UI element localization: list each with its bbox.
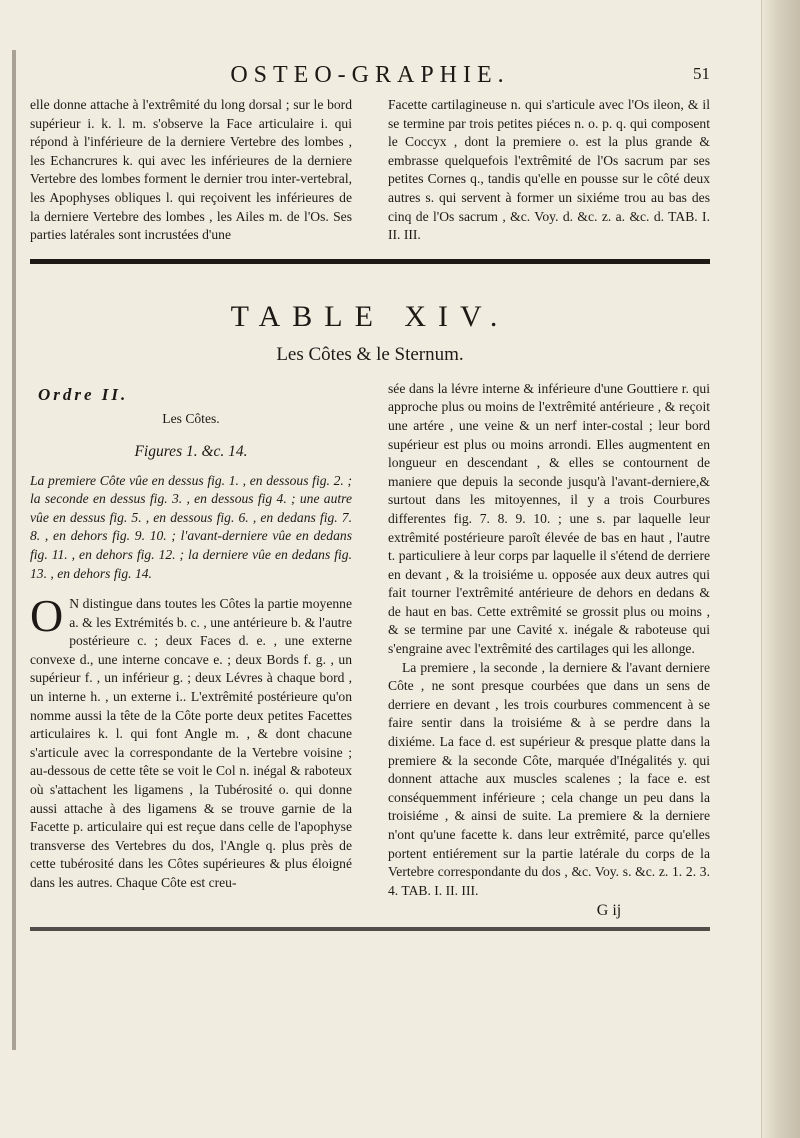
main-left-text: N distingue dans toutes les Côtes la partie moyenne a. & les Extrémités b. c. , une antérieure b. & l'autre postérieure c. ; deux Faces d. e. , une externe convexe d., une interne concave e. ; deux Bords f. g. , un supérieur f. , un inférieur g. ; deux Lévres à chaque bord , un interne h. , un externe i.. L'extrêmité postérieure qu'on nomme aussi la tête de la Côte porte deux petites Facettes articulaires k. l. qui font Angle m. , & dont chacune s'articule avec la correspondante de la Vertebre voisine ; au-dessous de cette tête se voit le Col n. inégal & raboteux où s'attachent les ligamens , la Tubérosité o. qui donne aussi attache à des ligamens & se trouve garnie de la Facette p. articulaire qui est reçue dans celle de l'apophyse transverse des Vertebres du dos, l'Angle q. plus près de cette tubérosité dans les Côtes supérieures & plus éloigné dans les autres. Chaque Côte est creu- (30, 596, 352, 890)
top-left-paragraph: elle donne attache à l'extrêmité du long dorsal ; sur le bord supérieur i. k. l. m. s'observe la Face articulaire i. qui répond à l'inférieure de la derniere Vertebre des lombes , les Echancrures k. qui avec les inférieures de la derniere Vertebre des lombes forment le dernier trou inter-vertebral, les Apophyses obliques l. qui reçoivent les inférieures de la derniere Vertebre des lombes , les Ailes m. de l'Os. Ses parties latérales sont incrustées d'une (30, 97, 352, 243)
figures-list: La premiere Côte vûe en dessus fig. 1. , en dessous fig. 2. ; la seconde en dessus fig. 3. , en dessous fig 4. ; une autre vûe en dessus fig. 5. , en dessous fig. 6. , en dedans fig. 7. 8. , en dehors fig. 9. 10. ; l'avant-derniere vûe en dedans fig. 11. , en dehors fig. 12. ; la derniere vûe en dedans fig. 13. , en dehors fig. 14. (30, 472, 352, 581)
order-subheading: Les Côtes. (162, 411, 220, 427)
section-rule (30, 259, 710, 264)
book-binding-edge (761, 0, 800, 1138)
top-left-column (30, 96, 352, 245)
table-title: TABLE XIV. (230, 299, 510, 333)
signature-mark: G ij (596, 902, 622, 920)
main-right-column (388, 380, 710, 921)
top-columns (30, 96, 710, 245)
main-left-paragraph (30, 590, 352, 893)
figures-heading: Figures 1. &c. 14. (134, 442, 248, 460)
running-header (30, 62, 710, 96)
order-heading: Ordre II. (38, 384, 129, 404)
header-title: OSTEO-GRAPHIE. (230, 62, 510, 88)
main-right-paragraph-2: La premiere , la seconde , la derniere & l'avant derniere Côte , ne sont presque courbées que dans un sens de derriere en devant , les trois courbures commencent à se faire sentir dans la troisiéme & à se perdre dans la dixiéme. La face d. est supérieur & presque platte dans la premiere & la seconde Côte, marquée d'Inégalités y. qui donnent attache aux muscles scalenes ; la face e. est conséquemment inférieure ; cela change un peu dans la troisiéme , & ainsi de suite. La premiere & la derniere n'ont qu'une facette k. dans leur extrêmité, parce qu'elles portent entiérement sur la partie latérale du corps de la Vertebre correspondante du dos , &c. Voy. s. &c. z. 1. 2. 3. 4. TAB. I. II. III. (388, 659, 710, 898)
left-edge-border (12, 50, 16, 1050)
top-right-column (388, 96, 710, 245)
main-right-paragraph-1: sée dans la lévre interne & inférieure d'une Gouttiere r. qui approche plus ou moins de l'extrêmité antérieure , & reçoit une artére , une veine & un nerf inter-costal ; leur bord supérieur est plus ou moins arrondi. Elles augmentent en longueur en descendant , & elles se contournent de maniere que depuis la seconde jusqu'à l'avant-derniere,& surtout dans les mitoyennes, il y a trois Courbures differentes fig. 7. 8. 9. 10. ; une s. par laquelle leur extrêmité postérieure paroît élevée de bas en haut , l'autre t. particuliere à leur corps par laquelle il s'étend de derriere en devant , & la troisiéme u. opposée aux deux autres qui fait tourner l'extrêmité antérieure de dehors en dedans & de haut en bas. Cette extrêmité se grossit plus ou moins , & se termine par une Cavité x. inégale & raboteuse qui s'engraine avec l'extrêmité des cartilages qui les allonge. (388, 380, 710, 657)
page-number: 51 (693, 64, 710, 83)
top-right-paragraph: Facette cartilagineuse n. qui s'articule avec l'Os ileon, & il se termine par trois petites piéces n. o. p. q. qui composent le Coccyx , dont la premiere o. est la plus grande & embrasse quelquefois l'extrêmité de l'Os sacrum par ses petites Cornes q., tandis qu'elle en pousse sur le côté deux autres s. qui servent à former un sixiéme trou au bas des cinq de l'Os sacrum , &c. Voy. d. &c. z. a. &c. d. TAB. I. II. III. (388, 97, 710, 243)
main-columns (30, 380, 710, 921)
drop-cap: O (30, 590, 64, 642)
main-left-column (30, 380, 352, 921)
bottom-rule (30, 927, 710, 931)
table-subtitle: Les Côtes & le Sternum. (276, 343, 464, 365)
top-margin (0, 0, 800, 62)
book-page (30, 62, 710, 931)
